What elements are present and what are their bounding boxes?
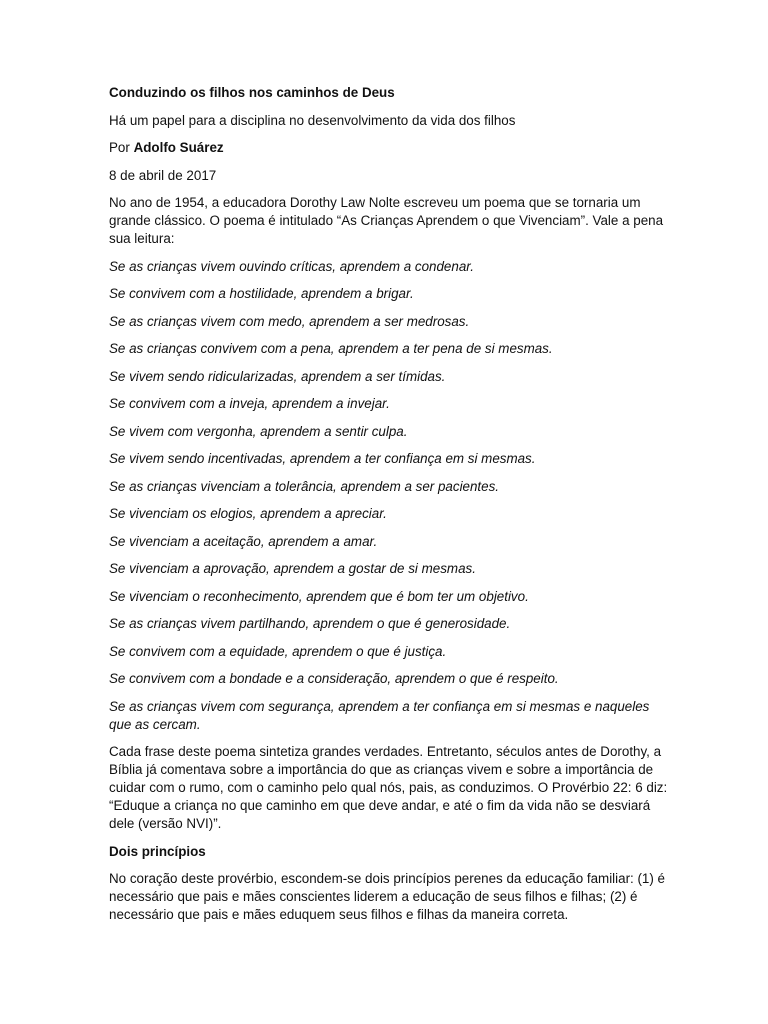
poem-line: Se as crianças vivem com segurança, aprendem a ter confiança em si mesmas e naqueles que as cercam. bbox=[109, 698, 650, 732]
poem-line: Se vivem com vergonha, aprendem a sentir culpa. bbox=[109, 423, 408, 439]
article-date: 8 de abril de 2017 bbox=[109, 167, 217, 183]
poem-line: Se vivem sendo ridicularizadas, aprendem a ser tímidas. bbox=[109, 368, 446, 384]
poem-line: Se vivenciam os elogios, aprendem a apreciar. bbox=[109, 506, 387, 521]
poem-line: Se vivenciam a aprovação, aprendem a gostar de si mesmas. bbox=[109, 561, 476, 576]
byline bbox=[109, 139, 669, 157]
section-heading: Dois princípios bbox=[109, 843, 206, 859]
section-paragraph: No coração deste provérbio, escondem-se dois princípios perenes da educação familiar: (1) é necessário que pais e mães conscientes liderem a educação de seus filhos e filhas; (2) é necessário que pais e mães eduquem seus filhos e filhas da maneira correta. bbox=[109, 871, 666, 922]
author-name: Adolfo Suárez bbox=[133, 140, 224, 155]
poem-line: Se convivem com a hostilidade, aprendem a brigar. bbox=[109, 286, 414, 301]
poem-line: Se as crianças convivem com a pena, aprendem a ter pena de si mesmas. bbox=[109, 341, 553, 356]
poem-line: Se vivem sendo incentivadas, aprendem a ter confiança em si mesmas. bbox=[109, 451, 536, 466]
poem-line: Se as crianças vivem com medo, aprendem a ser medrosas. bbox=[109, 313, 470, 329]
poem-line: Se as crianças vivem ouvindo críticas, aprendem a condenar. bbox=[109, 258, 474, 274]
byline-prefix: Por bbox=[109, 140, 130, 155]
poem-line: Se as crianças vivem partilhando, aprendem o que é generosidade. bbox=[109, 616, 511, 631]
poem-line: Se as crianças vivenciam a tolerância, aprendem a ser pacientes. bbox=[109, 478, 500, 494]
poem-line: Se convivem com a equidade, aprendem o que é justiça. bbox=[109, 643, 447, 659]
intro-paragraph: No ano de 1954, a educadora Dorothy Law Nolte escreveu um poema que se tornaria um grande clássico. O poema é intitulado “As Crianças Aprendem o que Vivenciam”. Vale a pena sua leitura: bbox=[109, 195, 664, 246]
article-subtitle: Há um papel para a disciplina no desenvolvimento da vida dos filhos bbox=[109, 112, 516, 128]
poem-line: Se convivem com a inveja, aprendem a invejar. bbox=[109, 396, 390, 411]
reflection-paragraph: Cada frase deste poema sintetiza grandes verdades. Entretanto, séculos antes de Dorothy, a Bíblia já comentava sobre a importância do que as crianças vivem e sobre a importância de cuidar com o rumo, com o caminho pelo qual nós, pais, as conduzimos. O Provérbio 22: 6 diz: “Eduque a criança no que caminho em que deve andar, e até o fim da vida não se desviará dele (versão NVI)”. bbox=[109, 744, 668, 831]
poem-line: Se vivenciam a aceitação, aprendem a amar. bbox=[109, 533, 378, 549]
poem-line: Se vivenciam o reconhecimento, aprendem que é bom ter um objetivo. bbox=[109, 588, 529, 604]
document-page bbox=[109, 84, 669, 934]
poem-line: Se convivem com a bondade e a consideração, aprendem o que é respeito. bbox=[109, 671, 559, 686]
article-title: Conduzindo os filhos nos caminhos de Deus bbox=[109, 85, 395, 100]
